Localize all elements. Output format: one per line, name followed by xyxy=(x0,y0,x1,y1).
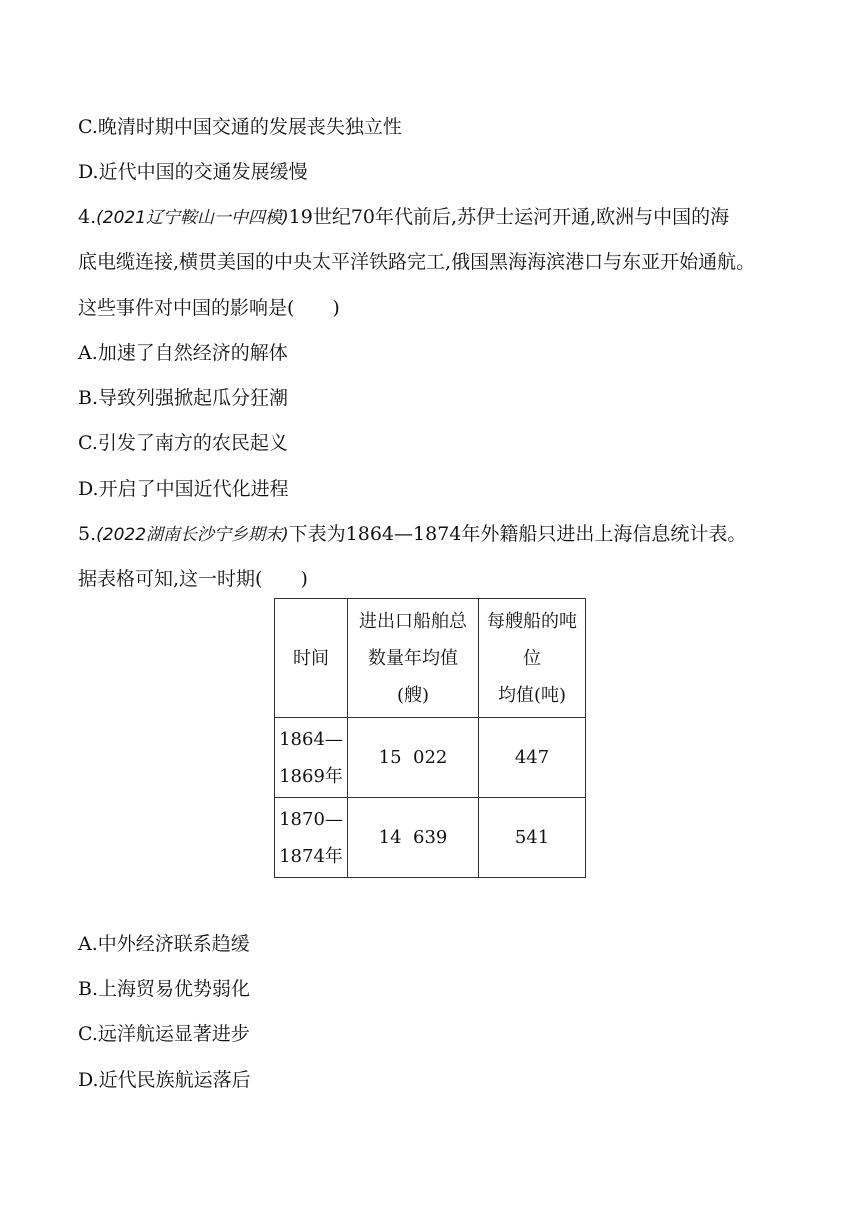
header-time: 时间 xyxy=(275,599,348,718)
q5-option-a: A.中外经济联系趋缓 xyxy=(78,933,250,955)
q4-stem-line1 xyxy=(78,205,729,230)
q5-stem-line2: 据表格可知,这一时期( ) xyxy=(78,568,308,590)
q3-option-d: D.近代中国的交通发展缓慢 xyxy=(78,161,308,183)
cell-ship-count: 15 022 xyxy=(348,718,479,798)
header-ship-count: 进出口船舶总 数量年均值 (艘) xyxy=(348,599,479,718)
table-row xyxy=(275,798,586,878)
q5-stem-text1: 下表为1864—1874年外籍船只进出上海信息统计表。 xyxy=(288,523,747,545)
q5-option-b: B.上海贸易优势弱化 xyxy=(78,978,251,1000)
q4-option-b: B.导致列强掀起瓜分狂潮 xyxy=(78,387,289,409)
q4-option-a: A.加速了自然经济的解体 xyxy=(78,342,288,364)
q5-source: (2022湖南长沙宁乡期末) xyxy=(96,525,289,545)
q5-stem-line1 xyxy=(78,522,746,547)
cell-period: 1870— 1874年 xyxy=(275,798,348,878)
cell-tonnage: 447 xyxy=(479,718,586,798)
table-row xyxy=(275,718,586,798)
q4-stem-line2: 底电缆连接,横贯美国的中央太平洋铁路完工,俄国黑海海滨港口与东亚开始通航。 xyxy=(78,251,756,273)
ship-statistics-table xyxy=(274,598,586,878)
q5-option-d: D.近代民族航运落后 xyxy=(78,1069,251,1091)
q4-option-d: D.开启了中国近代化进程 xyxy=(78,478,289,500)
table-header-row xyxy=(275,599,586,718)
q5-number: 5. xyxy=(78,523,97,545)
cell-tonnage: 541 xyxy=(479,798,586,878)
q3-option-c: C.晚清时期中国交通的发展丧失独立性 xyxy=(78,116,402,138)
q4-stem-text1: 19世纪70年代前后,苏伊士运河开通,欧洲与中国的海 xyxy=(288,206,730,228)
q4-number: 4. xyxy=(78,206,97,228)
cell-ship-count: 14 639 xyxy=(348,798,479,878)
q4-source: (2021辽宁鞍山一中四模) xyxy=(96,208,289,228)
q5-option-c: C.远洋航运显著进步 xyxy=(78,1023,250,1045)
header-tonnage: 每艘船的吨 位 均值(吨) xyxy=(479,599,586,718)
cell-period: 1864— 1869年 xyxy=(275,718,348,798)
q4-option-c: C.引发了南方的农民起义 xyxy=(78,432,288,454)
q4-stem-line3: 这些事件对中国的影响是( ) xyxy=(78,297,340,319)
